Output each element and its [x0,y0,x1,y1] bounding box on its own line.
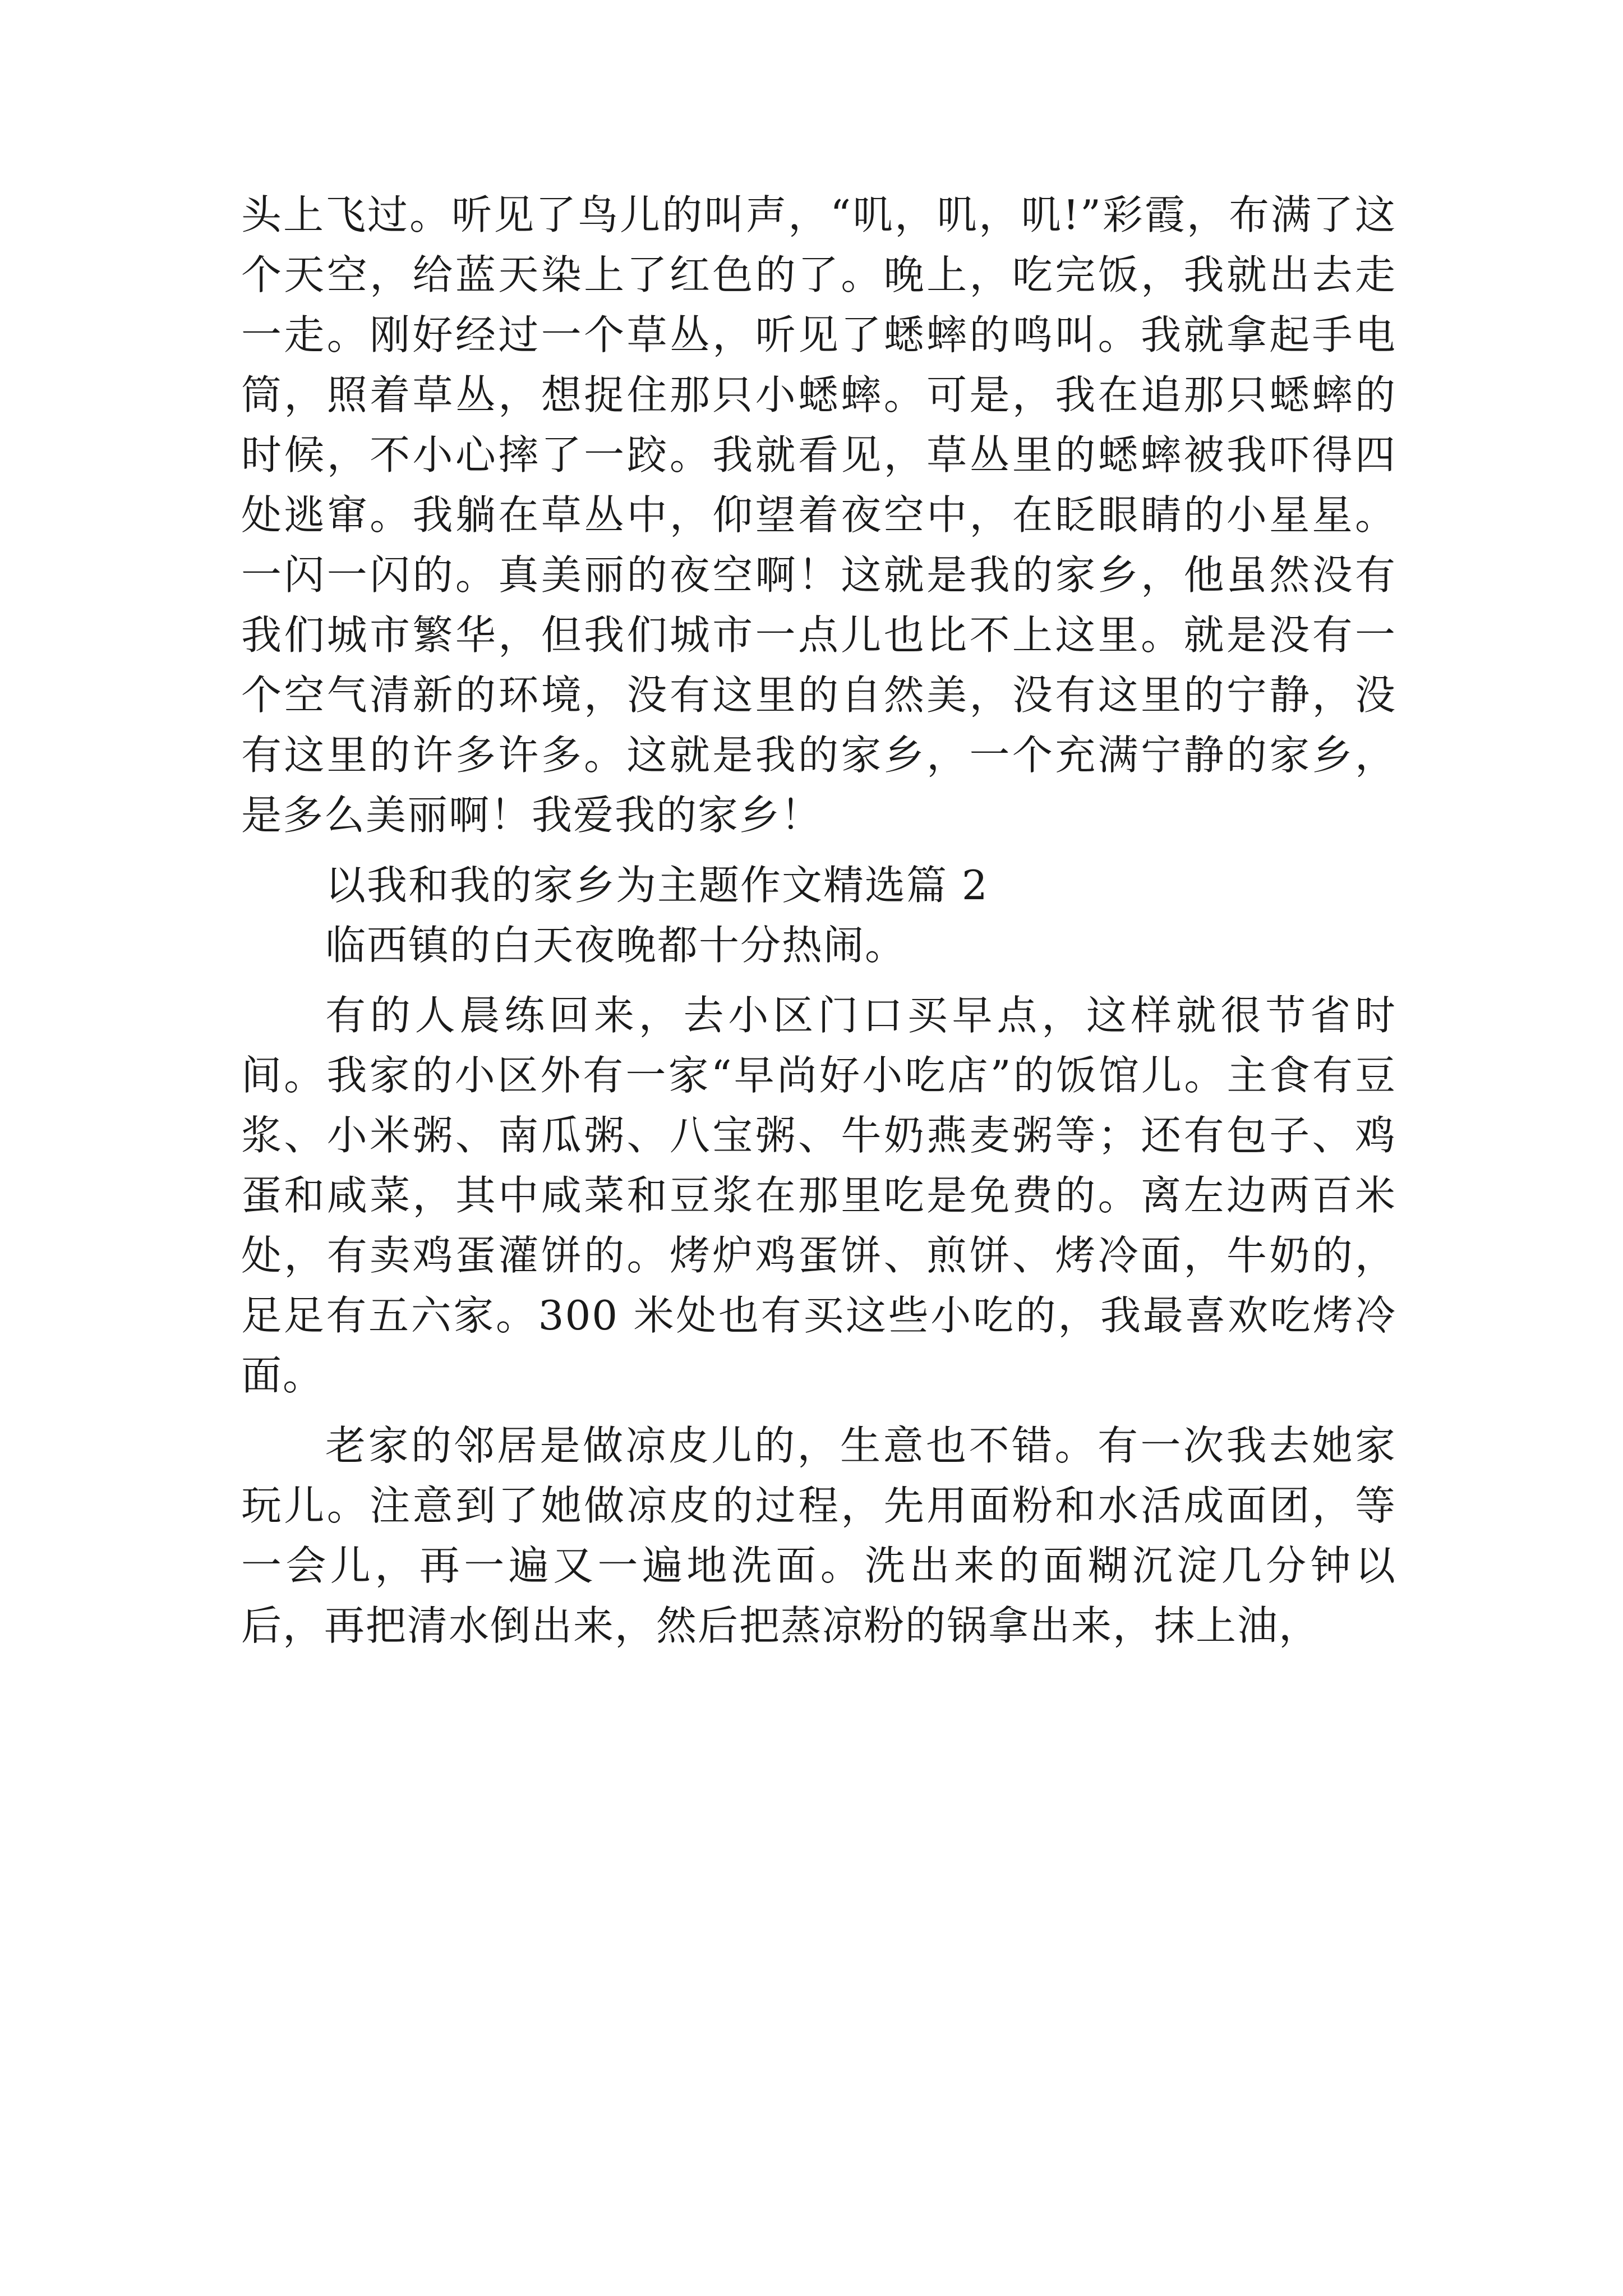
paragraph-continuation: 头上飞过。听见了鸟儿的叫声，“叽，叽，叽!”彩霞，布满了这个天空，给蓝天染上了红色的了。晚上，吃完饭，我就出去走一走。刚好经过一个草丛，听见了蟋蟀的鸣叫。我就拿起手电筒，照着草丛，想捉住那只小蟋蟀。可是，我在追那只蟋蟀的时候，不小心摔了一跤。我就看见，草丛里的蟋蟀被我吓得四处逃窜。我躺在草丛中，仰望着夜空中，在眨眼睛的小星星。一闪一闪的。真美丽的夜空啊！这就是我的家乡，他虽然没有我们城市繁华，但我们城市一点儿也比不上这里。就是没有一个空气清新的环境，没有这里的自然美，没有这里的宁静，没有这里的许多许多。这就是我的家乡，一个充满宁静的家乡，是多么美丽啊！我爱我的家乡！ [241,191,1396,839]
paragraph-intro: 临西镇的白天夜晚都十分热闹。 [325,922,907,969]
document-body [241,185,1396,1656]
section-heading: 以我和我的家乡为主题作文精选篇 2 [325,862,989,909]
paragraph-neighbor-liangpi: 老家的邻居是做凉皮儿的，生意也不错。有一次我去她家玩儿。注意到了她做凉皮的过程，先用面粉和水活成面团，等一会儿，再一遍又一遍地洗面。洗出来的面糊沉淀几分钟以后，再把清水倒出来，然后把蒸凉粉的锅拿出来，抹上油， [241,1422,1396,1649]
paragraph-morning-food: 有的人晨练回来，去小区门口买早点，这样就很节省时间。我家的小区外有一家“早尚好小吃店”的饭馆儿。主食有豆浆、小米粥、南瓜粥、八宝粥、牛奶燕麦粥等；还有包子、鸡蛋和咸菜，其中咸菜和豆浆在那里吃是免费的。离左边两百米处，有卖鸡蛋灌饼的。烤炉鸡蛋饼、煎饼、烤冷面，牛奶的，足足有五六家。300 米处也有买这些小吃的，我最喜欢吃烤冷面。 [241,992,1396,1399]
